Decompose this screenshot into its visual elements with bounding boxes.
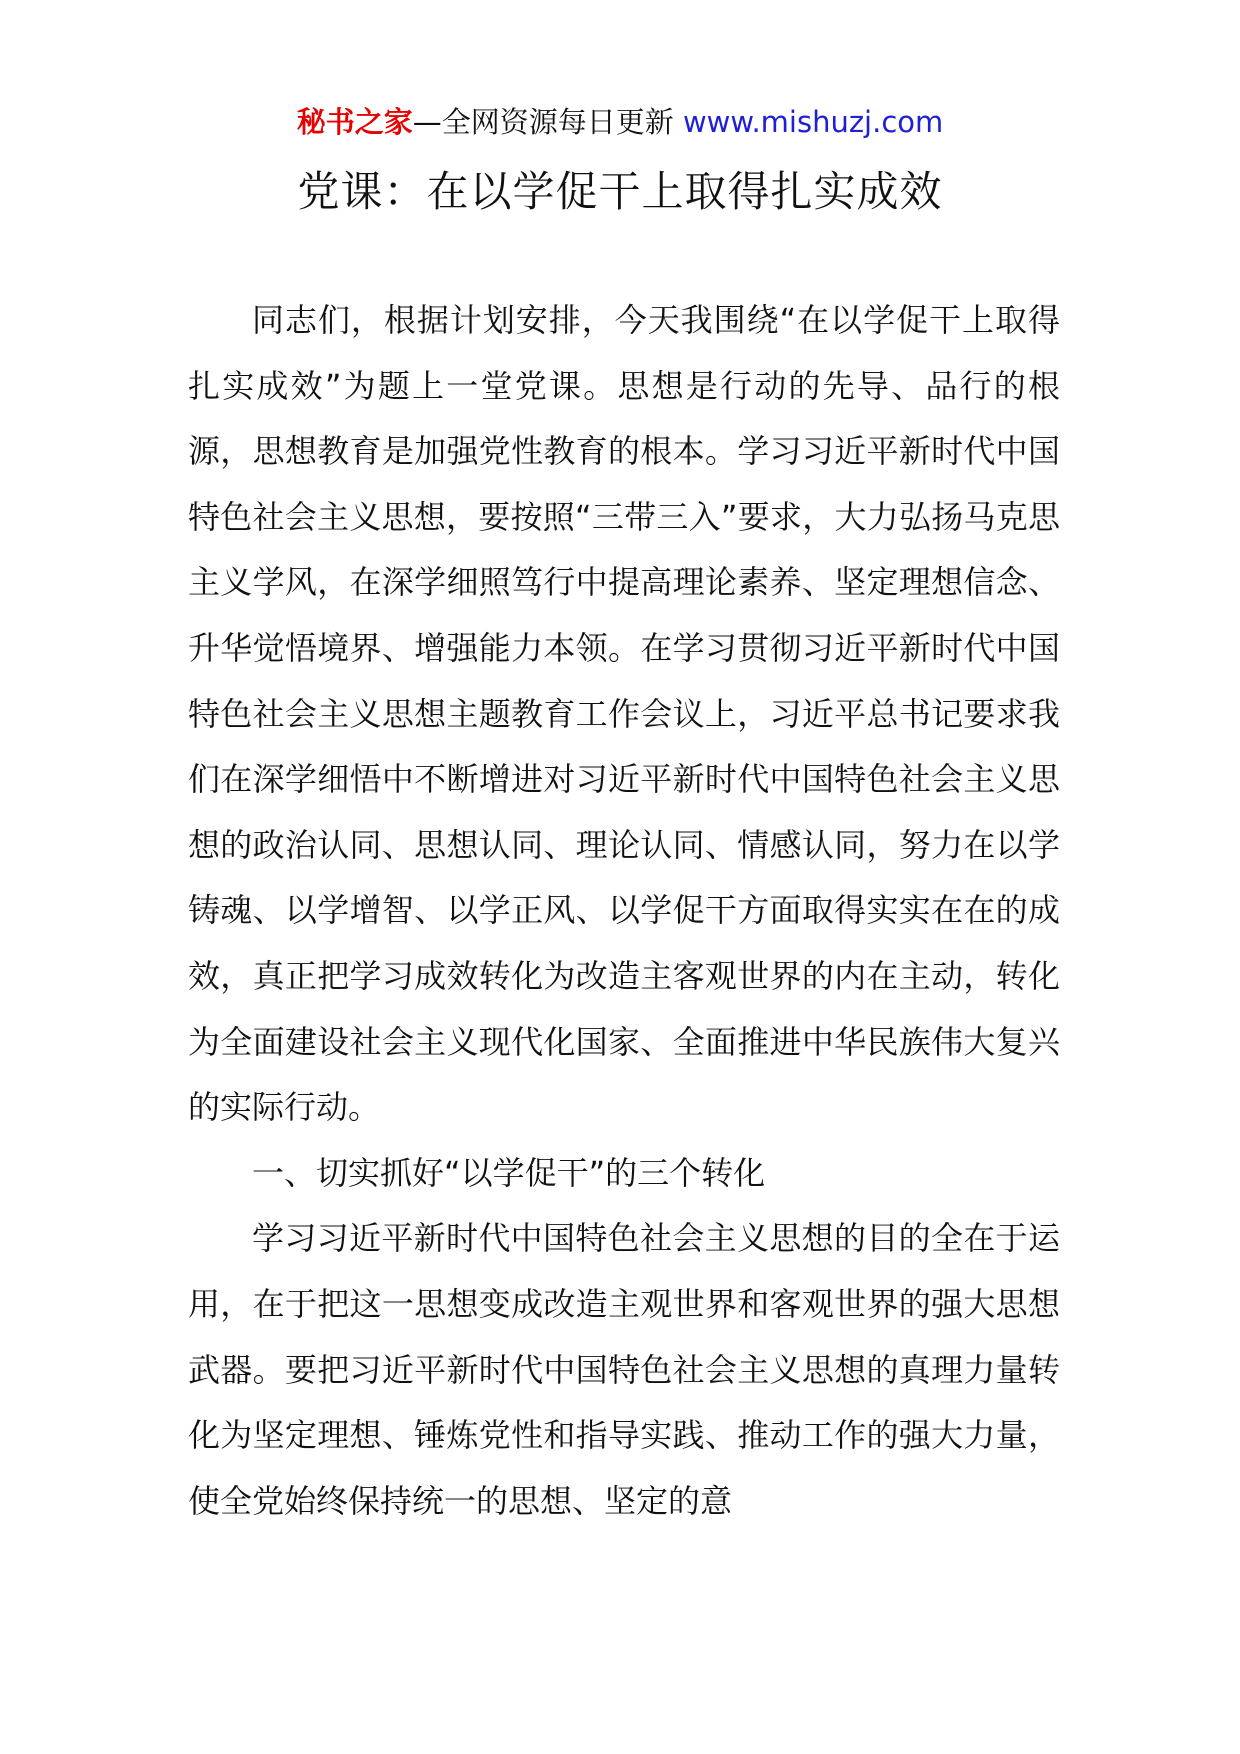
document-title: 党课：在以学促干上取得扎实成效 <box>297 167 943 216</box>
intro-paragraph: 同志们，根据计划安排，今天我围绕“在以学促干上取得扎实成效”为题上一堂党课。思想是行动的先导、品行的根源，思想教育是加强党性教育的根本。学习习近平新时代中国特色社会主义思想，要按照“三带三入”要求，大力弘扬马克思主义学风，在深学细照笃行中提高理论素养、坚定理想信念、升华觉悟境界、增强能力本领。在学习贯彻习近平新时代中国特色社会主义思想主题教育工作会议上，习近平总书记要求我们在深学细悟中不断增进对习近平新时代中国特色社会主义思想的政治认同、思想认同、理论认同、情感认同，努力在以学铸魂、以学增智、以学正风、以学促干方面取得实实在在的成效，真正把学习成效转化为改造主客观世界的内在主动，转化为全面建设社会主义现代化国家、全面推进中华民族伟大复兴的实际行动。 <box>188 301 1060 1127</box>
header-tagline: —全网资源每日更新 <box>412 105 683 139</box>
section-heading: 一、切实抓好“以学促干”的三个转化 <box>252 1153 766 1192</box>
site-url-link[interactable]: www.mishuzj.com <box>682 105 944 139</box>
document-body <box>188 288 1060 1534</box>
body-paragraph: 学习习近平新时代中国特色社会主义思想的目的全在于运用，在于把这一思想变成改造主观世界和客观世界的强大思想武器。要把习近平新时代中国特色社会主义思想的真理力量转化为坚定理想、锤炼党性和指导实践、推动工作的强大力量，使全党始终保持统一的思想、坚定的意 <box>188 1219 1060 1520</box>
brand-name: 秘书之家 <box>296 105 413 139</box>
site-header <box>0 100 1240 144</box>
